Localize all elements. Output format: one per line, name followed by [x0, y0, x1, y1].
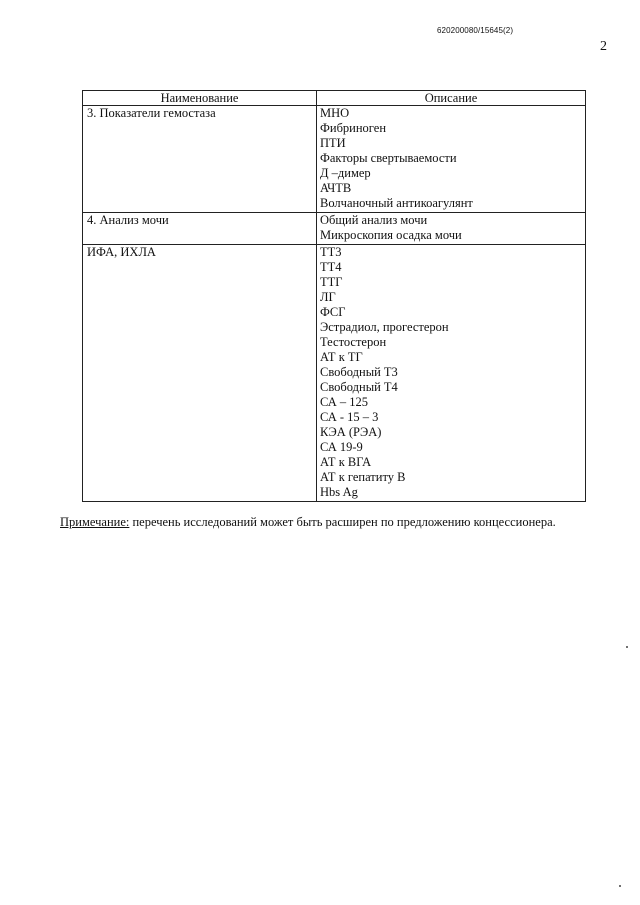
description-item: ЛГ [320, 290, 336, 304]
row-description [317, 245, 586, 502]
row-name: 3. Показатели гемостаза [83, 106, 317, 213]
description-item: Тестостерон [320, 335, 387, 349]
description-item: КЭА (РЭА) [320, 425, 382, 439]
table-row [83, 106, 586, 213]
description-item: Д –димер [320, 166, 371, 180]
scan-speck [619, 885, 621, 887]
description-item: Свободный Т4 [320, 380, 398, 394]
description-item: Свободный Т3 [320, 365, 398, 379]
row-description [317, 106, 586, 213]
description-item: АТ к гепатиту В [320, 470, 406, 484]
description-item: СА – 125 [320, 395, 368, 409]
description-item: ТТ4 [320, 260, 342, 274]
description-item: Микроскопия осадка мочи [320, 228, 462, 242]
description-item: ТТГ [320, 275, 343, 289]
description-item: СА - 15 – 3 [320, 410, 379, 424]
description-item: МНО [320, 106, 350, 120]
services-table [82, 90, 586, 502]
column-header-name: Наименование [83, 91, 317, 106]
document-number: 620200080/15645(2) [437, 26, 514, 35]
description-item: АЧТВ [320, 181, 352, 195]
table-body [83, 106, 586, 502]
description-item: ФСГ [320, 305, 346, 319]
page-number: 2 [600, 39, 607, 54]
table-row [83, 213, 586, 245]
description-item: Факторы свертываемости [320, 151, 457, 165]
note-label: Примечание: [60, 515, 130, 529]
note-text: перечень исследований может быть расширен по предложению концессионера. [129, 515, 556, 529]
row-description [317, 213, 586, 245]
description-item: ПТИ [320, 136, 346, 150]
description-item: Общий анализ мочи [320, 213, 428, 227]
note [60, 515, 556, 530]
column-header-description: Описание [317, 91, 586, 106]
row-name: ИФА, ИХЛА [83, 245, 317, 502]
description-item: Фибриноген [320, 121, 387, 135]
description-item: Hbs Ag [320, 485, 358, 499]
description-item: Эстрадиол, прогестерон [320, 320, 449, 334]
table-header-row [83, 91, 586, 106]
table-row [83, 245, 586, 502]
scan-speck [626, 646, 628, 648]
description-item: Волчаночный антикоагулянт [320, 196, 473, 210]
row-name: 4. Анализ мочи [83, 213, 317, 245]
description-item: АТ к ВГА [320, 455, 372, 469]
description-item: СА 19-9 [320, 440, 363, 454]
description-item: АТ к ТГ [320, 350, 363, 364]
description-item: ТТ3 [320, 245, 342, 259]
